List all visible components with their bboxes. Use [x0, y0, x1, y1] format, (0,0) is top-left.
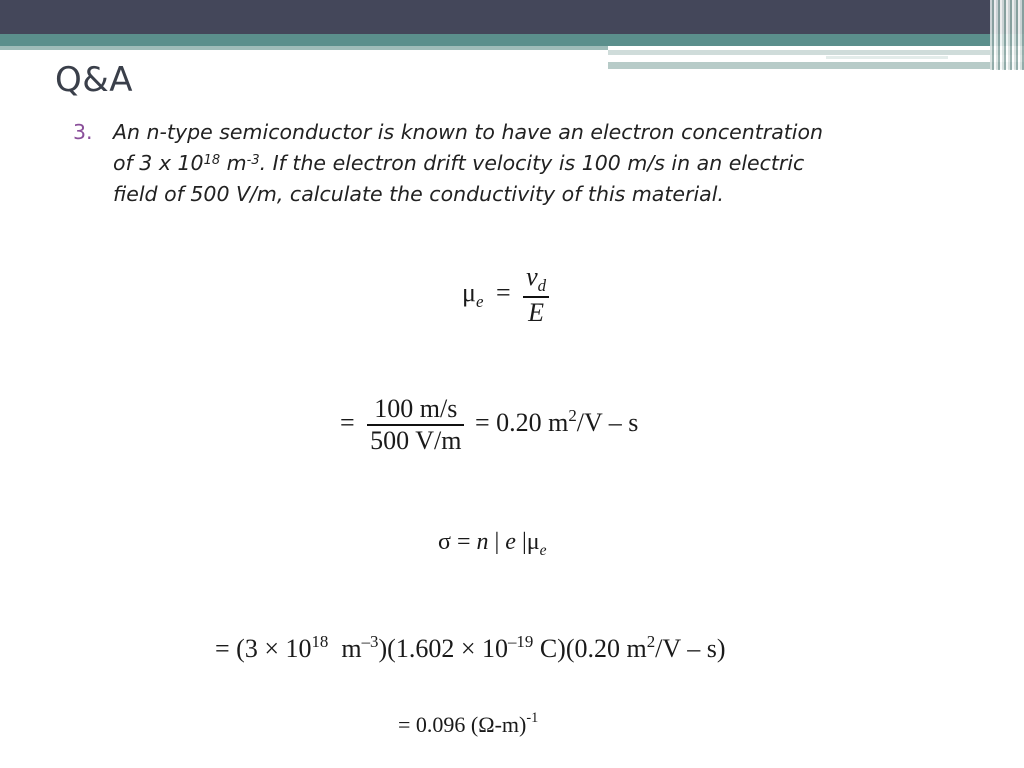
mu-symbol: μ [462, 277, 476, 307]
equals-sign: = [495, 277, 511, 307]
question-number: 3. [73, 120, 93, 144]
equation-mobility [462, 262, 549, 328]
result-exponent: 2 [568, 405, 577, 425]
sigma-lhs: σ = [438, 529, 477, 555]
mu-subscript: e [539, 542, 547, 559]
fraction-velocity-over-field [367, 394, 464, 456]
final-result: = 0.096 (Ω-m) [398, 712, 527, 737]
mobility-result: = 0.20 m [474, 407, 569, 437]
result-units: /V – s [576, 407, 639, 437]
header-band-right-2 [608, 62, 1024, 69]
equation-result [398, 710, 538, 738]
fraction-denominator: 500 V/m [370, 426, 462, 455]
question-line-2a: of 3 x 10 [113, 151, 204, 175]
equation-mobility-value [340, 394, 638, 456]
header-band-dark [0, 0, 1024, 34]
question-sup-2: -3 [246, 153, 260, 168]
exp-minus-3: –3 [361, 632, 379, 651]
question-line-2c: . If the electron drift velocity is 100 m/s in an electric [259, 151, 805, 175]
abs-bar: | [488, 529, 506, 555]
term-charge: )(1.602 × 10 [378, 634, 508, 663]
mu-subscript: e [475, 291, 484, 311]
mu-symbol: |μ [515, 529, 540, 555]
header-band-right-3 [826, 56, 948, 59]
v-symbol: v [526, 262, 538, 291]
equation-conductivity [426, 502, 547, 560]
question-block [73, 117, 953, 210]
term-units: /V – s) [655, 634, 726, 663]
header-stripes [990, 0, 1024, 70]
result-exponent: -1 [526, 710, 539, 726]
question-line-2b: m [220, 151, 247, 175]
slide-title: Q&A [55, 60, 134, 100]
term-mobility: C)(0.20 m [533, 634, 647, 663]
term-concentration: = (3 × 10 [215, 634, 312, 663]
exp-minus-19: –19 [507, 632, 534, 651]
question-sup-1: 18 [203, 153, 221, 168]
exp-18: 18 [311, 632, 329, 651]
e-field-symbol: E [528, 298, 545, 327]
fraction-vd-over-e [523, 262, 549, 328]
question-text [113, 117, 953, 210]
equation-substitution [202, 602, 725, 664]
e-symbol: e [505, 529, 516, 555]
v-subscript: d [537, 276, 547, 295]
question-line-1: An n-type semiconductor is known to have an electron concentration [113, 120, 824, 144]
header-band-right-1 [608, 50, 1024, 55]
header-band-accent [0, 46, 608, 50]
n-symbol: n [476, 529, 489, 555]
question-line-3: field of 500 V/m, calculate the conductivity of this material. [113, 182, 724, 206]
unit-m: m [328, 634, 362, 663]
equals-sign: = [340, 407, 355, 437]
fraction-numerator: 100 m/s [374, 394, 458, 423]
header-band-teal [0, 34, 1024, 46]
exp-2: 2 [646, 632, 656, 651]
